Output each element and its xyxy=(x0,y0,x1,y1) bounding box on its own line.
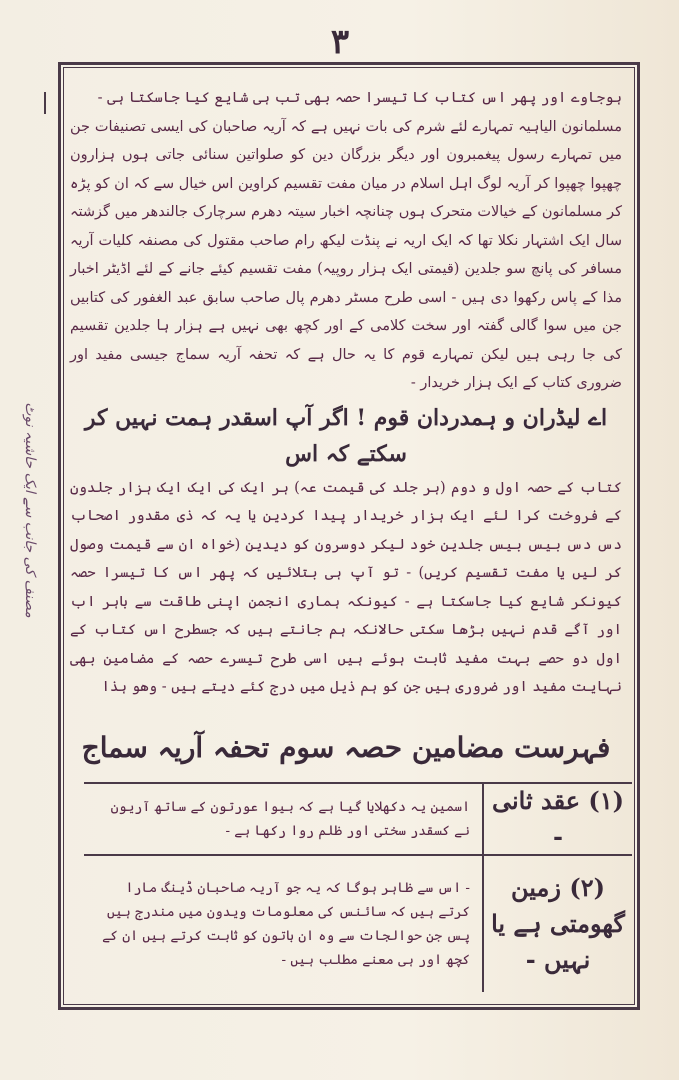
contents-entry-title: (۲) زمین گھومتی ہے یا نہیں - xyxy=(482,856,632,992)
margin-handwritten-note xyxy=(8,230,52,790)
contents-table xyxy=(84,782,632,992)
margin-mark xyxy=(44,92,54,114)
margin-note-text: مصنف کی جانب سے ایک حاشیہ نوٹ xyxy=(22,402,38,618)
paragraph-3: کتاب کے حصہ اول و دوم (ہر جلد کی قیمت عہ) ہر ایک کی ایک ایک ہزار جلدون کے فروخت کرا لئے ایک ہزار خریدار پیدا کردین یا یہ کہ ذی مقدور اصحاب دس دس بیس بیس جلدین خود لیکر دوسرون کو دیدین (خواہ ان سے قیمت وصول کر لیں یا مفت تقسیم کریں) - تو آپ ہی بتلائیں کہ پھر اس کا تیسرا حصہ کیونکر شایع کیا جاسکتا ہے - کیونکہ ہماری انجمن اپنی طاقت سے باہر اب اور آگے قدم نہیں بڑھا سکتی حالانکہ ہم جانتے ہیں کہ جسطرح اس کتاب کے اول دو حصے بہت مفید ثابت ہوئے ہیں اسی طرح تیسرے حصہ کے مضامین بھی نہایت مفید اور ضروری ہیں جن کو ہم ذیل میں درج کئے دیتے ہیں - وھو ہذا xyxy=(70,479,622,695)
contents-row xyxy=(84,784,632,856)
page-number: ۳ xyxy=(330,22,350,62)
contents-entry-description: - اس سے ظاہر ہوگا کہ یہ جو آریہ صاحبان ڈینگ مارا کرتے ہیں کہ سائنس کی معلومات ویدون میں مندرج ہیں پس جن حوالجات سے وہ ان باتون کو ثابت کرتے ہیں ان کے کچھ اور ہی معنے مطلب ہیں - xyxy=(102,880,470,968)
contents-entry-description: اسمین یہ دکھلایا گیا ہے کہ بیوا عورتون کے ساتھ آریون نے کسقدر سختی اور ظلم روا رکھا ہے - xyxy=(110,799,470,839)
appeal-headline: اے لیڈران و ہمدردان قوم ! اگر آپ اسقدر ہمت نہیں کر سکتے کہ اس xyxy=(84,404,608,467)
index-title: فہرست مضامین حصہ سوم تحفہ آریہ سماج xyxy=(81,731,611,764)
contents-entry-title: (۱) عقد ثانی - xyxy=(482,784,632,854)
paragraph-2: مسلمانون الیاہیہ تمہارے لئے شرم کی بات نہیں ہے کہ آریہ صاحبان کی ایسی تصنیفات جن میں تمہارے رسول پیغمبرون اور دیگر بزرگان دین کو صلواتین سنائی جاتی ہوں ہزارون چھپوا چھپوا کر آریہ لوگ اہل اسلام در میان مفت تقسیم کراوین اس خیال سے کہ ان کو پڑہ کر مسلمانون کے خیالات متحرک ہوں چنانچہ اخبار سیتہ دھرم سرچارک جالندھر میں گزشتہ سال ایک اشتہار نکلا تھا کہ ایک اریہ نے پنڈت لیکھ رام صاحب مقتول کی مصنفہ کلیات آریہ مسافر کی پانچ سو جلدین (قیمتی ایک ہزار روپیہ) مفت تقسیم کیئے جانے کے لئے اڈیٹر اخبار مذا کے پاس رکھوا دی ہیں - اسی طرح مسٹر دھرم پال صاحب سابق عبد الغفور کی کتابیں جن میں سوا گالی گفتہ اور سخت کلامی کے اور کچھ بھی نہیں ہے ہزار ہا جلدین تقسیم کی جا رہی ہیں لیکن تمہارے قوم کا یہ حال ہے کہ تحفہ آریہ سماج جیسی مفید اور ضروری کتاب کے ایک ہزار خریدار - xyxy=(70,118,622,391)
body-text xyxy=(70,84,622,702)
contents-row xyxy=(84,856,632,992)
paragraph-1: ہوجاوے اور پھر اس کتاب کا تیسرا حصہ بھی تب ہی شایع کیا جاسکتا ہی - xyxy=(97,90,622,106)
